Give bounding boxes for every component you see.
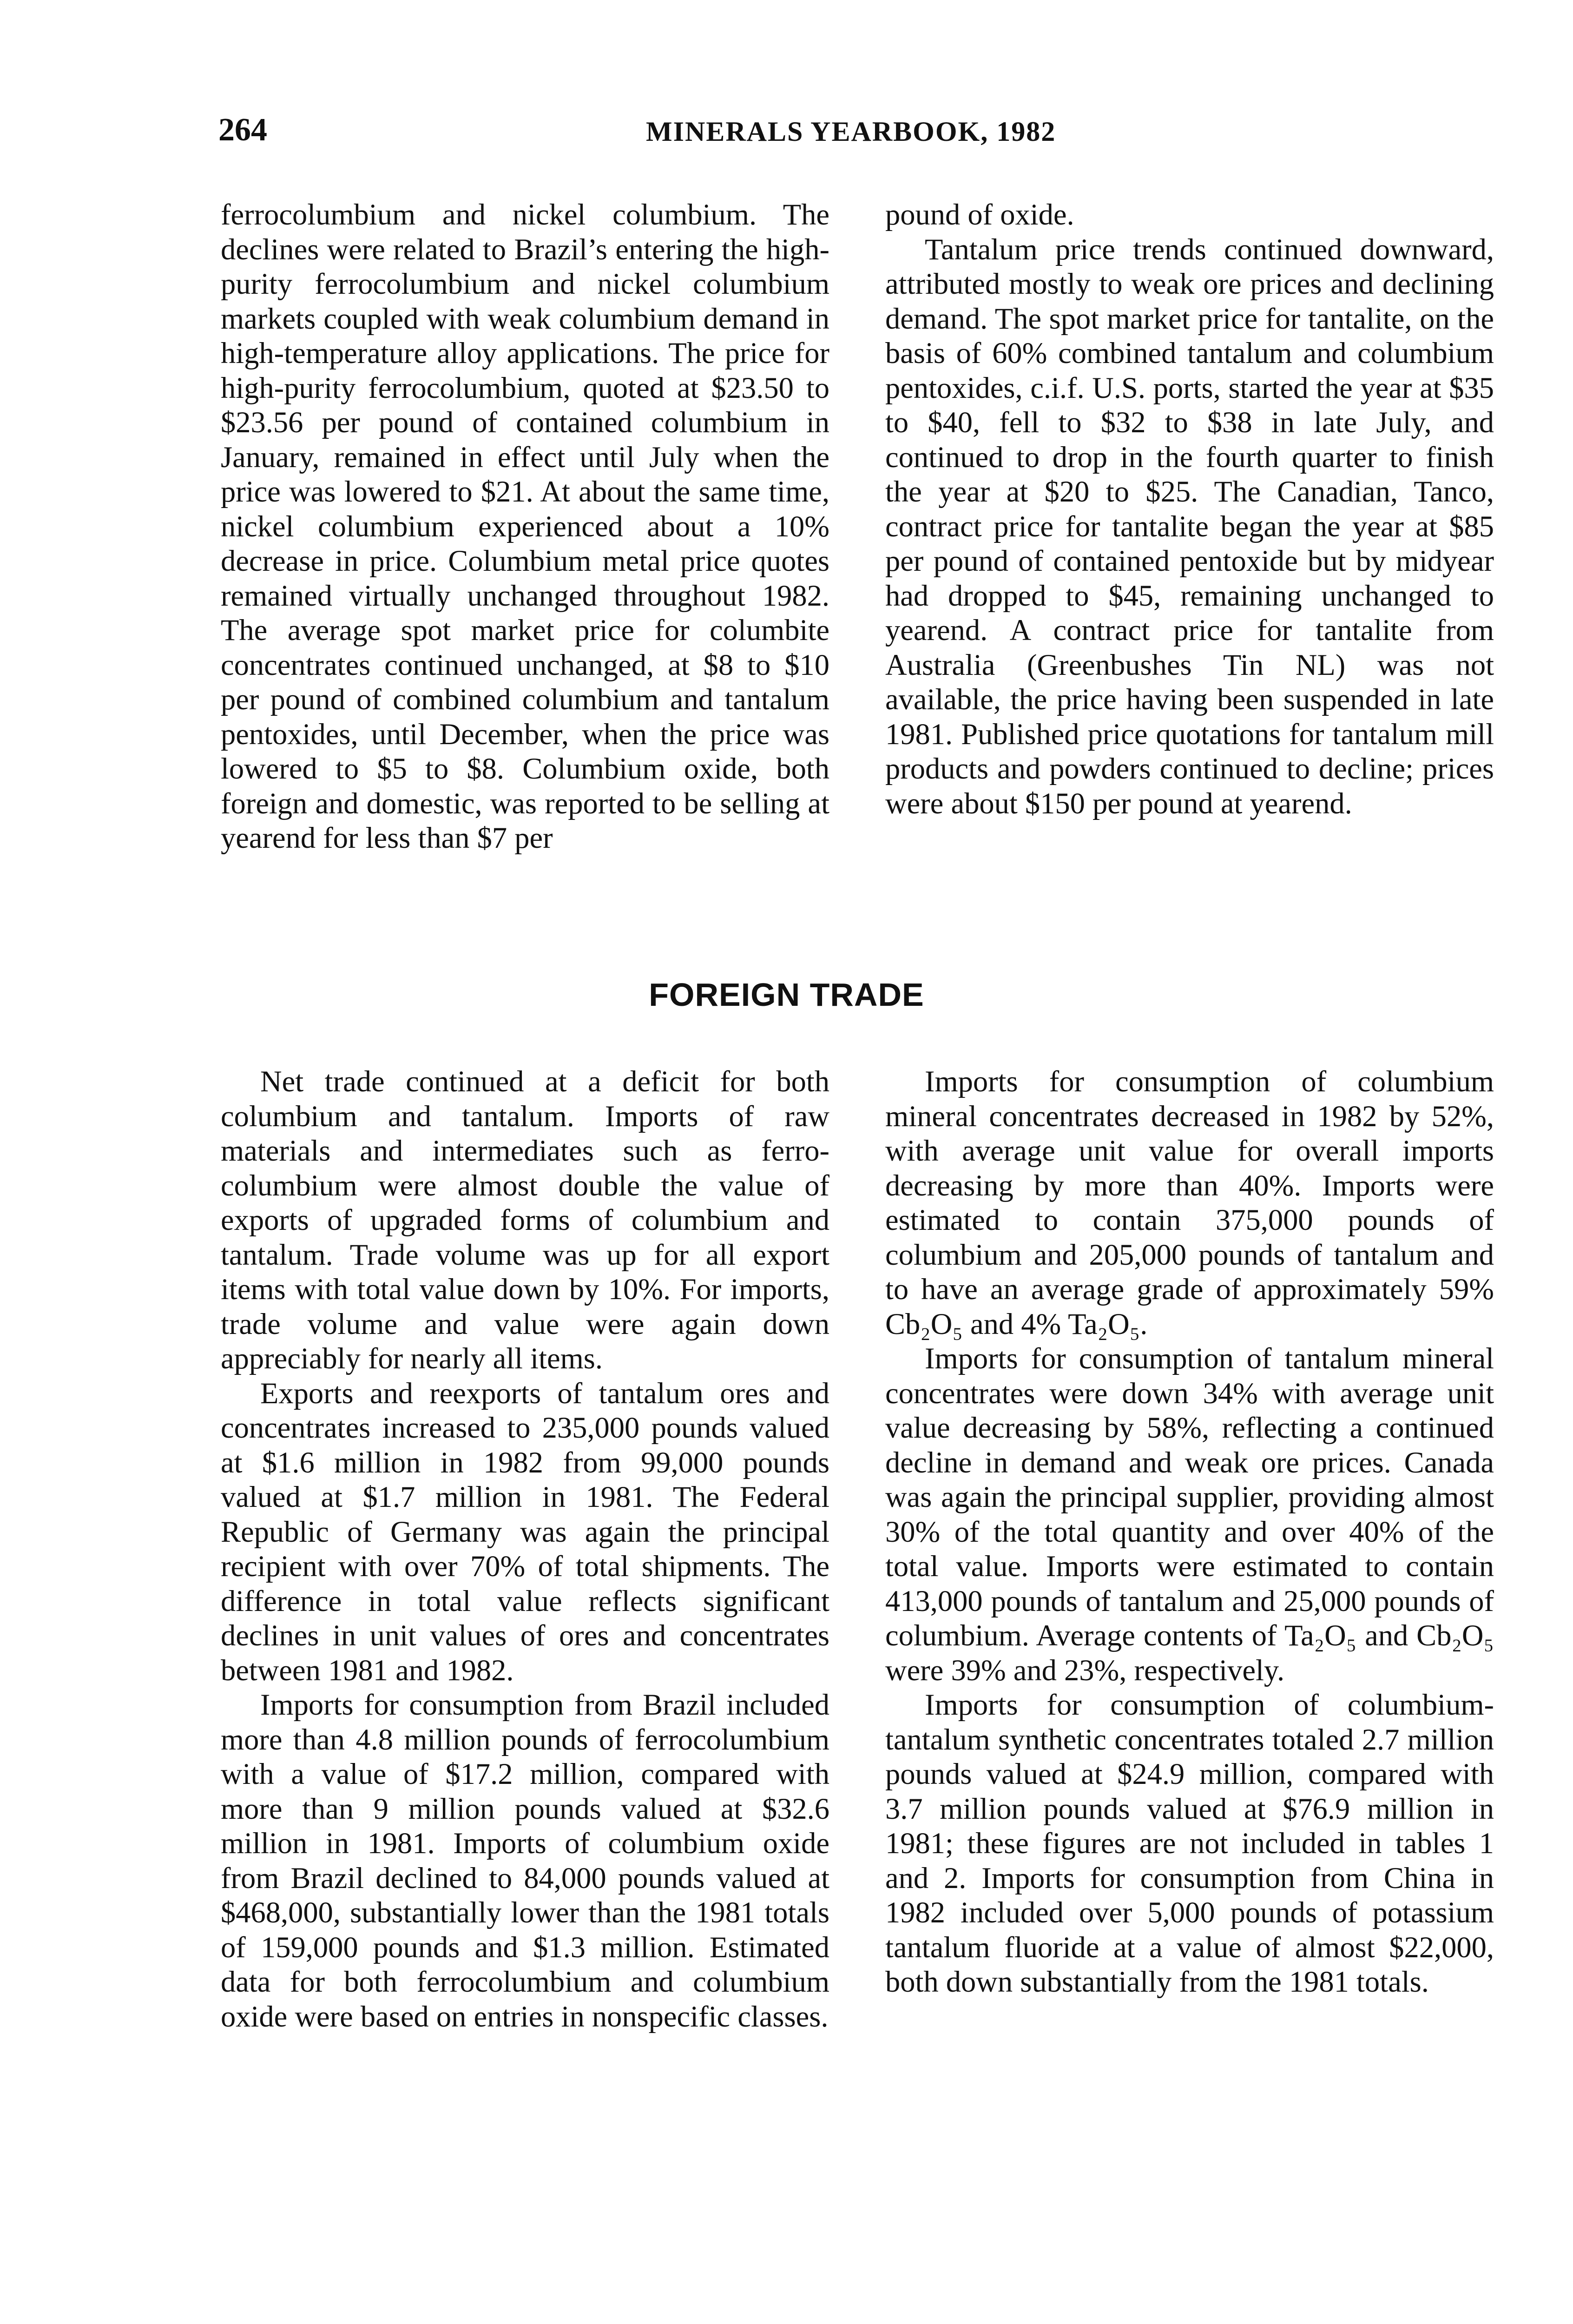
paragraph: Imports for consumption of columbium mineral concentrates decreased in 1982 by 52%, with average unit value for overall imports decreasing by more than 40%. Imports were estimated to contain 375,000 pounds of columbium and 205,000 pounds of tantalum and to have an average grade of approximately 59% Cb₂O₅ and 4% Ta₂O₅. (885, 1065, 1494, 1340)
page-header (218, 114, 1343, 156)
section-heading-foreign-trade: FOREIGN TRADE (649, 977, 924, 1013)
paragraph: Imports for consumption of tantalum mineral concentrates were down 34% with average unit value decreasing by 58%, reflecting a continued decline in demand and weak ore prices. Canada was again the principal supplier, providing almost 30% of the total quantity and over 40% of the total value. Imports were estimated to contain 413,000 pounds of tantalum and 25,000 pounds of columbium. Average contents of Ta₂O₅ and Cb₂O₅ were 39% and 23%, respectively. (885, 1342, 1494, 1687)
upper-left-column (221, 198, 829, 856)
paragraph: Exports and reexports of tantalum ores and concentrates increased to 235,000 pounds valued at $1.6 million in 1982 from 99,000 pounds valued at $1.7 million in 1981. The Federal Republic of Germany was again the principal recipient with over 70% of total shipments. The difference in total value reflects significant declines in unit values of ores and concentrates between 1981 and 1982. (221, 1376, 829, 1687)
running-head: MINERALS YEARBOOK, 1982 (646, 116, 1056, 147)
page-number: 264 (218, 112, 267, 148)
paragraph: Net trade continued at a deficit for both columbium and tantalum. Imports of raw materials and intermediates such as ferrocolumbium were almost double the value of exports of upgraded forms of columbium and tantalum. Trade volume was up for all export items with total value down by 10%. For imports, trade volume and value were again down appreciably for nearly all items. (221, 1065, 829, 1375)
paragraph: ferrocolumbium and nickel columbium. The declines were related to Brazil’s entering the high-purity ferrocolumbium and nickel columbium markets coupled with weak columbium demand in high-temperature alloy applications. The price for high-purity ferrocolumbium, quoted at $23.50 to $23.56 per pound of contained columbium in January, remained in effect until July when the price was lowered to $21. At about the same time, nickel columbium experienced about a 10% decrease in price. Columbium metal price quotes remained virtually unchanged throughout 1982. The average spot market price for columbite concentrates continued unchanged, at $8 to $10 per pound of combined columbium and tantalum pentoxides, until December, when the price was lowered to $5 to $8. Columbium oxide, both foreign and domestic, was reported to be selling at yearend for less than $7 per (221, 198, 829, 854)
lower-left-column (221, 1064, 829, 2034)
paragraph: Imports for consumption of columbium-tantalum synthetic concentrates totaled 2.7 million pounds valued at $24.9 million, compared with 3.7 million pounds valued at $76.9 million in 1981; these figures are not included in tables 1 and 2. Imports for consumption from China in 1982 included over 5,000 pounds of potassium tantalum fluoride at a value of almost $22,000, both down substantially from the 1981 totals. (885, 1688, 1494, 1998)
lower-right-column (885, 1064, 1494, 2000)
upper-right-column (885, 198, 1494, 821)
paragraph: Tantalum price trends continued downward, attributed mostly to weak ore prices and declining demand. The spot market price for tantalite, on the basis of 60% combined tantalum and columbium pentoxides, c.i.f. U.S. ports, started the year at $35 to $40, fell to $32 to $38 in late July, and continued to drop in the fourth quarter to finish the year at $20 to $25. The Canadian, Tanco, contract price for tantalite began the year at $85 per pound of contained pentoxide but by midyear had dropped to $45, remaining unchanged to yearend. A contract price for tantalite from Australia (Greenbushes Tin NL) was not available, the price having been suspended in late 1981. Published price quotations for tantalum mill products and powders continued to decline; prices were about $150 per pound at yearend. (885, 232, 1494, 820)
paragraph: pound of oxide. (885, 198, 1074, 231)
paragraph: Imports for consumption from Brazil included more than 4.8 million pounds of ferrocolumbium with a value of $17.2 million, compared with more than 9 million pounds valued at $32.6 million in 1981. Imports of columbium oxide from Brazil declined to 84,000 pounds valued at $468,000, substantially lower than the 1981 totals of 159,000 pounds and $1.3 million. Estimated data for both ferrocolumbium and columbium oxide were based on entries in nonspecific classes. (221, 1688, 829, 2033)
